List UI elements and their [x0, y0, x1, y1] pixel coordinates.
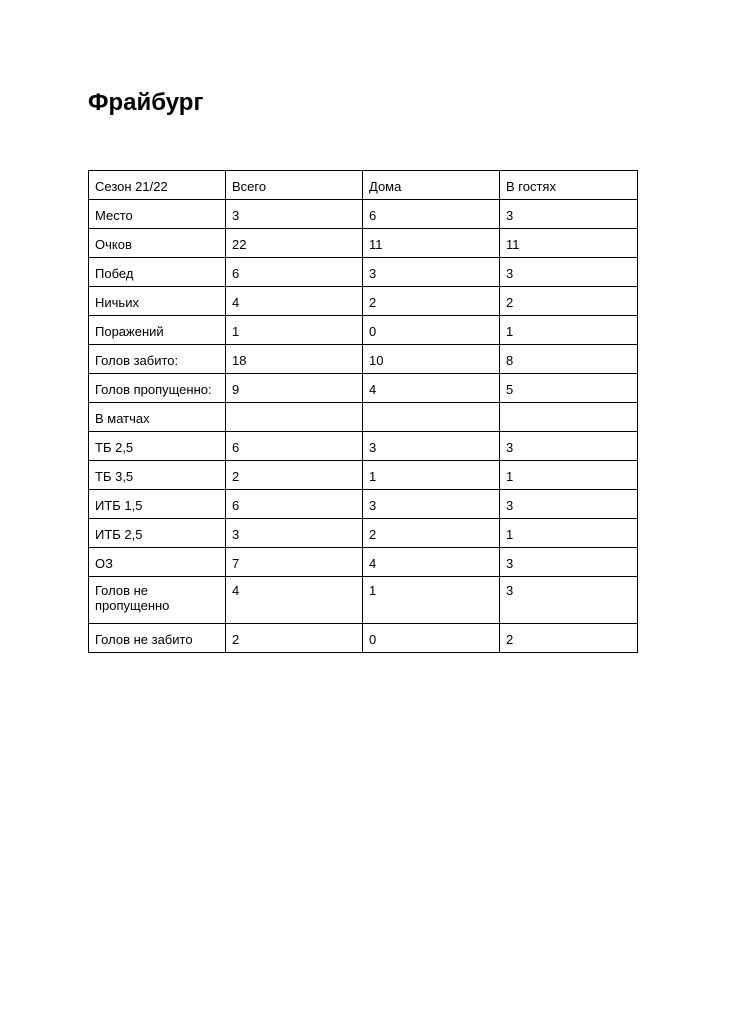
table-row — [89, 258, 638, 287]
cell-home: 3 — [363, 258, 500, 287]
cell-away: 3 — [500, 577, 638, 624]
row-label: Место — [89, 200, 226, 229]
table-row — [89, 200, 638, 229]
table-row — [89, 403, 638, 432]
table-row — [89, 229, 638, 258]
cell-total: 6 — [226, 432, 363, 461]
table-row — [89, 345, 638, 374]
cell-home: 3 — [363, 432, 500, 461]
row-label: Очков — [89, 229, 226, 258]
cell-total: 6 — [226, 258, 363, 287]
cell-away: 8 — [500, 345, 638, 374]
cell-away: 3 — [500, 490, 638, 519]
cell-away: 3 — [500, 432, 638, 461]
cell-home: 1 — [363, 461, 500, 490]
cell-total: 6 — [226, 490, 363, 519]
row-label: ТБ 2,5 — [89, 432, 226, 461]
table-row — [89, 548, 638, 577]
table-row — [89, 577, 638, 624]
cell-away: 1 — [500, 461, 638, 490]
table-row — [89, 461, 638, 490]
table-row — [89, 519, 638, 548]
cell-away: 2 — [500, 624, 638, 653]
table-row — [89, 490, 638, 519]
cell-away: 1 — [500, 316, 638, 345]
table-row — [89, 432, 638, 461]
cell-away: 1 — [500, 519, 638, 548]
row-label: Голов пропущенно: — [89, 374, 226, 403]
row-label: Голов не пропущенно — [89, 577, 226, 624]
cell-total: 9 — [226, 374, 363, 403]
cell-home: 0 — [363, 624, 500, 653]
cell-away: 3 — [500, 258, 638, 287]
cell-away: 2 — [500, 287, 638, 316]
cell-home: 0 — [363, 316, 500, 345]
cell-total: 22 — [226, 229, 363, 258]
cell-home: 10 — [363, 345, 500, 374]
table-row — [89, 287, 638, 316]
header-cell-away: В гостях — [500, 171, 638, 200]
row-label: ТБ 3,5 — [89, 461, 226, 490]
cell-home: 4 — [363, 374, 500, 403]
row-label: Поражений — [89, 316, 226, 345]
cell-home: 1 — [363, 577, 500, 624]
row-label: ИТБ 1,5 — [89, 490, 226, 519]
cell-away: 5 — [500, 374, 638, 403]
table-row — [89, 624, 638, 653]
cell-total: 3 — [226, 519, 363, 548]
cell-home: 11 — [363, 229, 500, 258]
cell-total: 18 — [226, 345, 363, 374]
cell-total: 2 — [226, 461, 363, 490]
header-cell-total: Всего — [226, 171, 363, 200]
row-label: ОЗ — [89, 548, 226, 577]
cell-home: 2 — [363, 519, 500, 548]
cell-home: 3 — [363, 490, 500, 519]
cell-total: 2 — [226, 624, 363, 653]
row-label: В матчах — [89, 403, 226, 432]
stats-table — [88, 170, 638, 653]
cell-away — [500, 403, 638, 432]
row-label: Голов не забито — [89, 624, 226, 653]
table-row — [89, 374, 638, 403]
header-cell-home: Дома — [363, 171, 500, 200]
row-label: Голов забито: — [89, 345, 226, 374]
cell-total: 3 — [226, 200, 363, 229]
cell-total: 7 — [226, 548, 363, 577]
cell-total: 4 — [226, 287, 363, 316]
row-label: ИТБ 2,5 — [89, 519, 226, 548]
cell-away: 3 — [500, 200, 638, 229]
cell-away: 11 — [500, 229, 638, 258]
cell-away: 3 — [500, 548, 638, 577]
cell-home: 4 — [363, 548, 500, 577]
header-cell-season: Сезон 21/22 — [89, 171, 226, 200]
cell-total: 4 — [226, 577, 363, 624]
cell-home: 6 — [363, 200, 500, 229]
row-label: Побед — [89, 258, 226, 287]
cell-total — [226, 403, 363, 432]
page-title: Фрайбург — [88, 89, 204, 116]
cell-home — [363, 403, 500, 432]
row-label: Ничьих — [89, 287, 226, 316]
table-header-row — [89, 171, 638, 200]
cell-total: 1 — [226, 316, 363, 345]
cell-home: 2 — [363, 287, 500, 316]
table-row — [89, 316, 638, 345]
